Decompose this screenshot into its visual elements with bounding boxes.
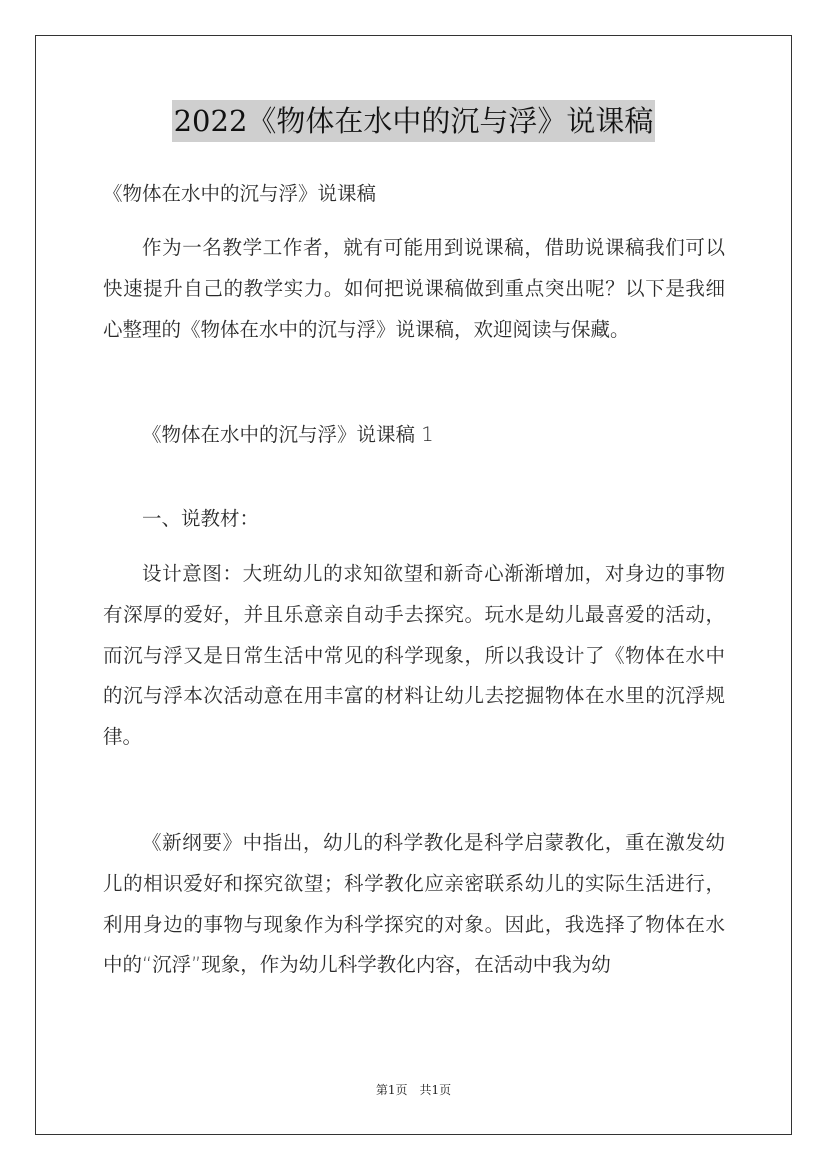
subtitle: 《物体在水中的沉与浮》说课稿 <box>103 182 377 205</box>
heading-teaching-material: 一、说教材： <box>142 507 260 530</box>
page-footer: 第1页 共1页 <box>375 1083 452 1097</box>
document-title: 2022《物体在水中的沉与浮》说课稿 <box>172 100 656 142</box>
section-title: 《物体在水中的沉与浮》说课稿 1 <box>142 423 434 446</box>
intro-paragraph: 作为一名教学工作者，就有可能用到说课稿，借助说课稿我们可以快速提升自己的教学实力。如何把说课稿做到重点突出呢？以下是我细心整理的《物体在水中的沉与浮》说课稿，欢迎阅读与保藏。 <box>103 236 725 341</box>
document-title-block <box>0 100 827 142</box>
body-paragraph: 《新纲要》中指出，幼儿的科学教化是科学启蒙教化，重在激发幼儿的相识爱好和探究欲望；科学教化应亲密联系幼儿的实际生活进行，利用身边的事物与现象作为科学探究的对象。因此，我选择了物体在水中的“沉浮”现象，作为幼儿科学教化内容，在活动中我为幼 <box>103 831 725 977</box>
body-paragraph: 设计意图：大班幼儿的求知欲望和新奇心渐渐增加，对身边的事物有深厚的爱好，并且乐意亲自动手去探究。玩水是幼儿最喜爱的活动，而沉与浮又是日常生活中常见的科学现象，所以我设计了《物体在水中的沉与浮本次活动意在用丰富的材料让幼儿去挖掘物体在水里的沉浮规律。 <box>103 562 725 749</box>
